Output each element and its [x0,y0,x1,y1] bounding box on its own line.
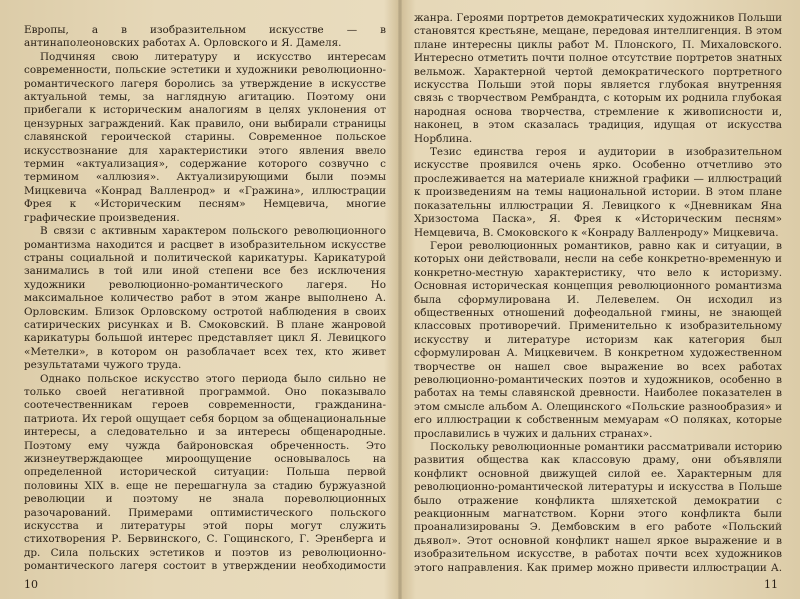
paragraph: Подчиняя свою литературу и искусство интересам современности, польские эстетики и художники революционно-романтического лагеря боролись за утверждение в искусстве актуальной темы, за наглядную агитацию. Поэтому они прибегали к историческим аналогиям в целях уклонения от цензурных заграждений. Как правило, они выбирали страницы славянской героической старины. Современное польское искусствознание для характеристики этого явления ввело термин «актуализация», содержание которого созвучно с термином «аллюзия». Актуализирующими были поэмы Мицкевича «Конрад Валленрод» и «Гражина», иллюстрации Фрея к «Историческим песням» Немцевича, многие графические произведения. [24,50,386,224]
left-text-column [24,24,386,574]
right-text-column [414,12,782,574]
paragraph: В связи с активным характером польского революционного романтизма находится и расцвет в изобразительном искусстве страны социальной и политической карикатуры. Карикатурой занимались в той или иной степени все без исключения художники революционно-романтического лагеря. Но максимальное количество работ в этом жанре выполнено А. Орловским. Близок Орловскому остротой наблюдения в своих сатирических рисунках и В. Смоковский. В плане жанровой карикатуры большой интерес представляет цикл Я. Левицкого «Метелки», в котором он разоблачает всех тех, кто живет результатами чужого труда. [24,225,386,372]
page-number-right: 11 [764,578,778,591]
right-page [400,0,800,599]
paragraph: Поскольку революционные романтики рассматривали историю развития общества как классовую драму, они объявляли конфликт основной движущей силой ее. Характерным для революционно-романтической литературы и искусства в Польше было отражение конфликта шляхетской демократии с реакционным магнатством. Корни этого конфликта были проанализированы Э. Дембовским в его работе «Польский дьявол». Этот основной конфликт нашел яркое выражение и в изобразительном искусстве, в работах почти всех художников этого направления. Как пример можно привести иллюстрации А. [414,441,782,574]
page-number-left: 10 [24,578,38,591]
paragraph: Тезис единства героя и аудитории в изобразительном искусстве проявился очень ярко. Особенно отчетливо это прослеживается на материале книжной графики — иллюстраций к произведениям на темы национальной истории. В этом плане показательны иллюстрации Я. Левицкого к «Дневникам Яна Хризостома Паска», Я. Фрея к «Историческим песням» Немцевича, В. Смоковского к «Конраду Валленроду» Мицкевича. [414,146,782,239]
paragraph: Герои революционных романтиков, равно как и ситуации, в которых они действовали, несли на себе конкретно-временную и конкретно-местную характеристику, что вело к историзму. Основная историческая концепция революционного романтизма была сформулирована И. Лелевелем. Он исходил из общественных отношений дофеодальной гмины, не знающей классовых противоречий. Применительно к изобразительному искусству и литературе историзм как категория был сформулирован А. Мицкевичем. В конкретном художественном творчестве он нашел свое выражение во всех работах революционно-романтических поэтов и художников, особенно в работах на темы славянской древности. Наиболее показателен в этом смысле альбом А. Олещинского «Польские разнообразия» и его иллюстрации к собственным мемуарам «О поляках, которые прославились в чужих и дальних странах». [414,239,782,440]
paragraph: Европы, а в изобразительном искусстве — в антинаполеоновских работах А. Орловского и Я. Дамеля. [24,24,386,50]
paragraph: Однако польское искусство этого периода было сильно не только своей негативной программой. Оно показывало соотечественникам героев современности, гражданина-патриота. Их герой ощущает себя борцом за общенациональные интересы, а следовательно и за интересы общенародные. Поэтому ему чужда байроновская обреченность. Это жизнеутверждающее мироощущение основывалось на определенной исторической ситуации: Польша первой половины XIX в. еще не перешагнула за стадию буржуазной революции и поэтому не знала пореволюционных разочарований. Примерами оптимистического польского искусства и литературы этой поры могут служить стихотворения Р. Бервинского, С. Гощинского, Г. Эренберга и др. Сила польских эстетиков и поэтов из революционно-романтического лагеря состоит в утверждении необходимости [24,372,386,573]
paragraph: жанра. Героями портретов демократических художников Польши становятся крестьяне, мещане, передовая интеллигенция. В этом плане интересны циклы работ М. Плонского, П. Михаловского. Интересно отметить почти полное отсутствие портретов знатных вельмож. Характерной чертой демократического портретного искусства Польши этой поры является глубокая внутренняя связь с творчеством Рембрандта, с которым их роднила глубокая народная основа творчества, стремление к живописности и, наконец, в этом сказалась традиция, идущая от искусства Норблина. [414,12,782,145]
